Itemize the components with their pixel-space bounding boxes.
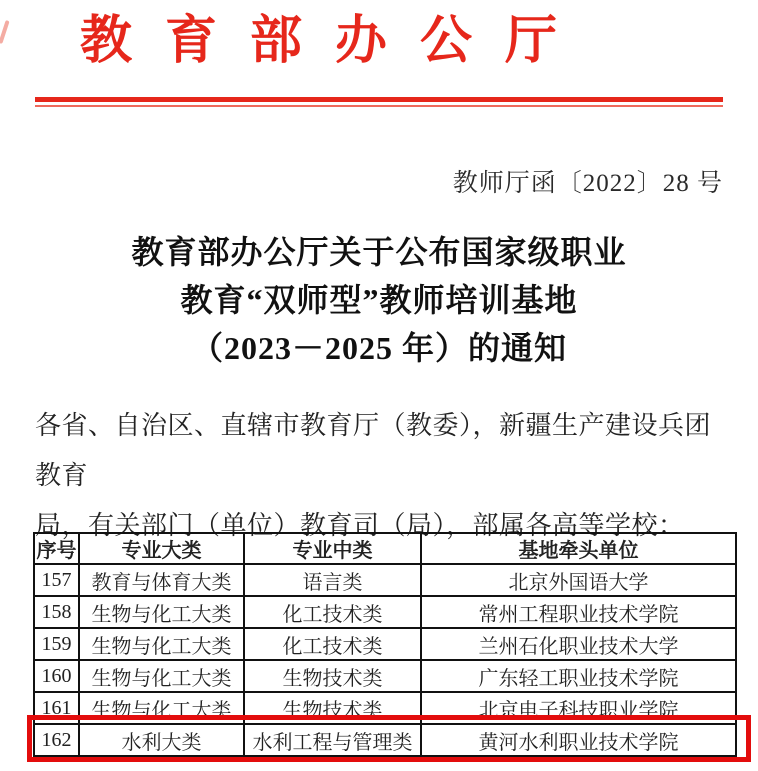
scan-artifact-mark [0,20,10,44]
cell-index: 158 [34,596,79,628]
notice-title-line-3: （2023－2025 年）的通知 [190,330,567,366]
cell-middle: 生物技术类 [244,660,421,692]
salutation [35,401,725,551]
cell-major: 生物与化工大类 [79,628,244,660]
notice-title [0,228,758,372]
cell-leadunit: 常州工程职业技术学院 [421,596,736,628]
cell-major: 生物与化工大类 [79,660,244,692]
table-row [34,564,736,596]
letterhead-title: 教育部办公厅 [80,13,591,70]
cell-middle: 化工技术类 [244,628,421,660]
base-list-table-wrap [33,532,737,757]
table-row [34,660,736,692]
cell-middle: 语言类 [244,564,421,596]
cell-leadunit: 广东轻工职业技术学院 [421,660,736,692]
letterhead-rule-thick [35,97,723,102]
cell-index: 161 [34,692,79,724]
document-number: 教师厅函〔2022〕28 号 [452,170,723,197]
cell-leadunit: 黄河水利职业技术学院 [421,724,736,756]
cell-index: 162 [34,724,79,756]
header-cell-middle: 专业中类 [244,533,421,564]
cell-leadunit: 北京电子科技职业学院 [421,692,736,724]
notice-title-line-1: 教育部办公厅关于公布国家级职业 [131,234,627,270]
table-row [34,628,736,660]
header-cell-index: 序号 [34,533,79,564]
cell-major: 教育与体育大类 [79,564,244,596]
cell-index: 160 [34,660,79,692]
cell-leadunit: 兰州石化职业技术大学 [421,628,736,660]
cell-major: 生物与化工大类 [79,692,244,724]
cell-leadunit: 北京外国语大学 [421,564,736,596]
header-cell-leadunit: 基地牵头单位 [421,533,736,564]
table-row [34,596,736,628]
cell-index: 157 [34,564,79,596]
table-row [34,692,736,724]
cell-major: 生物与化工大类 [79,596,244,628]
letterhead-rule-thin [35,105,723,107]
salutation-line-2: 局，有关部门（单位）教育司（局），部属各高等学校： [35,511,685,540]
table-row-highlighted [34,724,736,756]
cell-major: 水利大类 [79,724,244,756]
cell-middle: 水利工程与管理类 [244,724,421,756]
cell-middle: 化工技术类 [244,596,421,628]
salutation-line-1: 各省、自治区、直辖市教育厅（教委），新疆生产建设兵团教育 [35,411,712,490]
base-list-table [33,532,737,757]
notice-title-line-2: 教育“双师型”教师培训基地 [180,282,578,318]
table-header-row [34,533,736,564]
cell-middle: 生物技术类 [244,692,421,724]
header-cell-major: 专业大类 [79,533,244,564]
cell-index: 159 [34,628,79,660]
